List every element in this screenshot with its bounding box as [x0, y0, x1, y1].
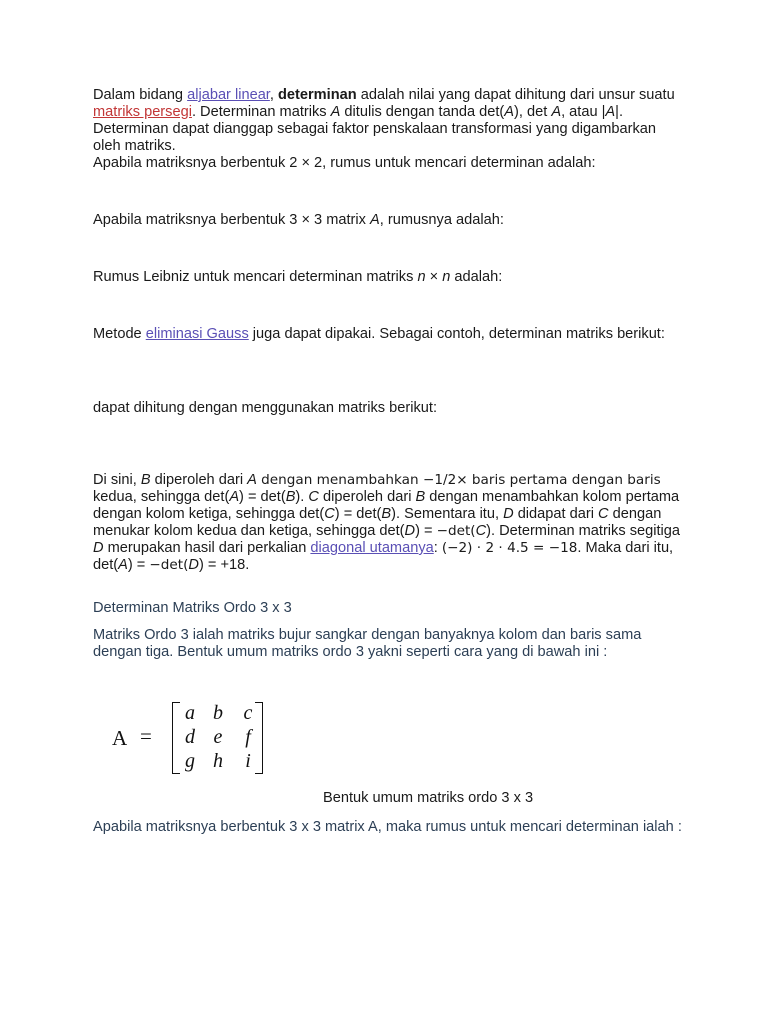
- formula-3x3-intro: Apabila matriksnya berbentuk 3 × 3 matrix A, rumusnya adalah:: [93, 212, 504, 228]
- term-determinan: determinan: [277, 87, 357, 103]
- ordo3-description: Matriks Ordo 3 ialah matriks bujur sangkar dengan banyaknya kolom dan baris sama dengan tiga. Bentuk umum matriks ordo 3 yakni seperti cara yang di bawah ini :: [93, 627, 642, 660]
- matrix-cell: h: [213, 750, 223, 772]
- gauss-explanation: Di sini, B diperoleh dari A dengan menambahkan −1/2× baris pertama dengan baris kedua, sehingga det(A) = det(B). C diperoleh dari B dengan menambahkan kolom pertama dengan kolom ketiga, sehingga det(C) = det(B). Sementara itu, D didapat dari C dengan menukar kolom kedua dan ketiga, sehingga det(D) = −det(C). Determinan matriks segitiga D merupakan hasil dari perkalian diagonal utamanya: (−2) · 2 · 4.5 = −18. Maka dari itu, det(A) = −det(D) = +18.: [93, 472, 680, 573]
- link-aljabar-linear[interactable]: aljabar linear: [187, 87, 270, 103]
- matrix-label: A: [112, 726, 128, 750]
- formula-3x3-outro: Apabila matriksnya berbentuk 3 x 3 matrix A, maka rumus untuk mencari determinan ialah :: [93, 819, 682, 835]
- matrix-cell: e: [213, 726, 223, 748]
- matrix-cell: c: [243, 702, 253, 724]
- matrix-cell: f: [245, 726, 251, 748]
- matrix-cell: i: [245, 750, 251, 772]
- link-eliminasi-gauss[interactable]: eliminasi Gauss: [145, 326, 249, 342]
- section-heading: Determinan Matriks Ordo 3 x 3: [93, 600, 292, 616]
- equals-sign: =: [140, 724, 152, 748]
- leibniz-intro: Rumus Leibniz untuk mencari determinan matriks n × n adalah:: [93, 269, 503, 285]
- matrix-caption: Bentuk umum matriks ordo 3 x 3: [323, 790, 534, 806]
- matrix-cell: d: [185, 726, 195, 748]
- gauss-matrix-intro: dapat dihitung dengan menggunakan matriks berikut:: [93, 400, 437, 416]
- gauss-intro: Metode eliminasi Gauss juga dapat dipakai. Sebagai contoh, determinan matriks berikut:: [93, 326, 665, 342]
- left-bracket: [172, 702, 180, 774]
- formula-2x2-intro: Apabila matriksnya berbentuk 2 × 2, rumus untuk mencari determinan adalah:: [93, 155, 596, 171]
- matrix-cell: a: [185, 702, 195, 724]
- link-matriks-persegi[interactable]: matriks persegi: [93, 104, 192, 120]
- intro-paragraph: Dalam bidang aljabar linear, determinan adalah nilai yang dapat dihitung dari unsur suatu matriks persegi. Determinan matriks A ditulis dengan tanda det(A), det A, atau |A|. Determinan dapat dianggap sebagai faktor penskalaan transformasi yang digambarkan oleh matriks.: [93, 87, 675, 154]
- matrix-cell: g: [185, 750, 195, 772]
- link-diagonal-utama[interactable]: diagonal utamanya: [310, 540, 434, 556]
- matrix-cell: b: [213, 702, 223, 724]
